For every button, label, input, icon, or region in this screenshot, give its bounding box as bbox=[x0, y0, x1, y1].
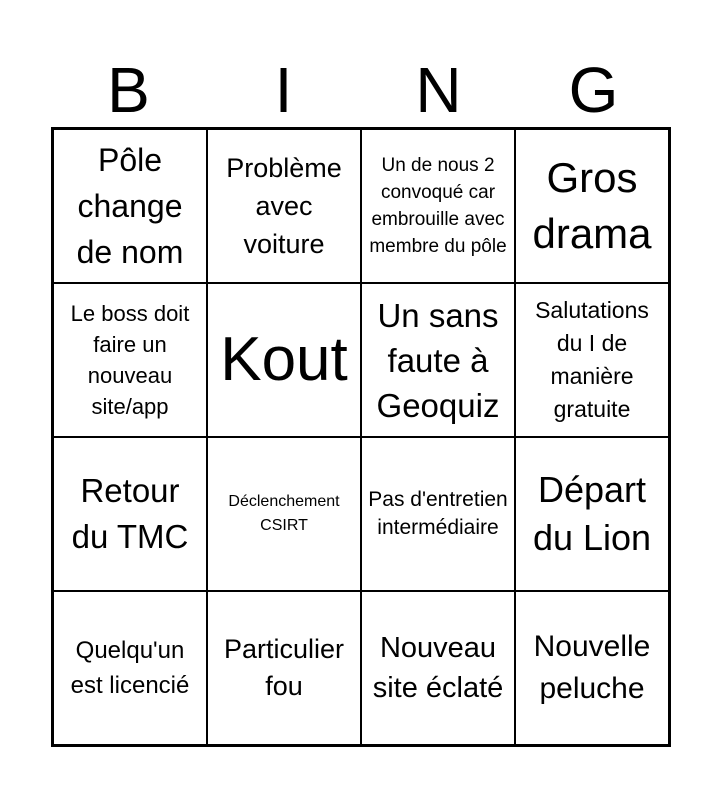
cell-text: Nouveau site éclaté bbox=[372, 632, 504, 704]
cell-text: Retour du TMC bbox=[71, 472, 189, 555]
bingo-grid bbox=[51, 127, 671, 747]
bingo-cell[interactable] bbox=[361, 591, 515, 745]
header-letter-n: N bbox=[415, 54, 462, 126]
bingo-cell[interactable] bbox=[515, 283, 669, 437]
bingo-cell[interactable] bbox=[53, 591, 207, 745]
cell-text: Gros drama bbox=[532, 154, 652, 257]
bingo-cell[interactable] bbox=[207, 129, 361, 283]
cell-text: Départ du Lion bbox=[532, 469, 652, 558]
cell-text: Pôle change de nom bbox=[76, 142, 184, 270]
bingo-cell[interactable] bbox=[207, 283, 361, 437]
bingo-cell[interactable] bbox=[207, 591, 361, 745]
cell-text: Nouvelle peluche bbox=[533, 630, 651, 705]
bingo-cell[interactable] bbox=[361, 129, 515, 283]
header-letter-i: I bbox=[274, 54, 293, 126]
bingo-cell[interactable] bbox=[53, 437, 207, 591]
bingo-cell[interactable] bbox=[53, 283, 207, 437]
header-letter-b: B bbox=[107, 54, 150, 126]
cell-text: Le boss doit faire un nouveau site/app bbox=[70, 301, 190, 419]
bingo-cell[interactable] bbox=[361, 437, 515, 591]
cell-text: Pas d'entretien intermédiaire bbox=[368, 488, 508, 539]
cell-text: Un sans faute à Geoquiz bbox=[376, 296, 500, 424]
cell-text: Un de nous 2 convoqué car embrouille avec membre du pôle bbox=[369, 155, 507, 257]
bingo-cell[interactable] bbox=[207, 437, 361, 591]
bingo-cell[interactable] bbox=[515, 129, 669, 283]
cell-text: Déclenchement CSIRT bbox=[228, 493, 340, 534]
cell-text: Kout bbox=[220, 325, 348, 394]
cell-text: Salutations du I de manière gratuite bbox=[535, 297, 649, 422]
header-letter-g: G bbox=[568, 54, 619, 126]
cell-text: Quelqu'un est licencié bbox=[70, 637, 190, 699]
bingo-cell[interactable] bbox=[515, 591, 669, 745]
cell-text: Problème avec voiture bbox=[226, 153, 342, 259]
bingo-cell[interactable] bbox=[515, 437, 669, 591]
cell-text: Particulier fou bbox=[223, 634, 345, 701]
bingo-cell[interactable] bbox=[53, 129, 207, 283]
bingo-header bbox=[51, 52, 671, 128]
bingo-cell[interactable] bbox=[361, 283, 515, 437]
